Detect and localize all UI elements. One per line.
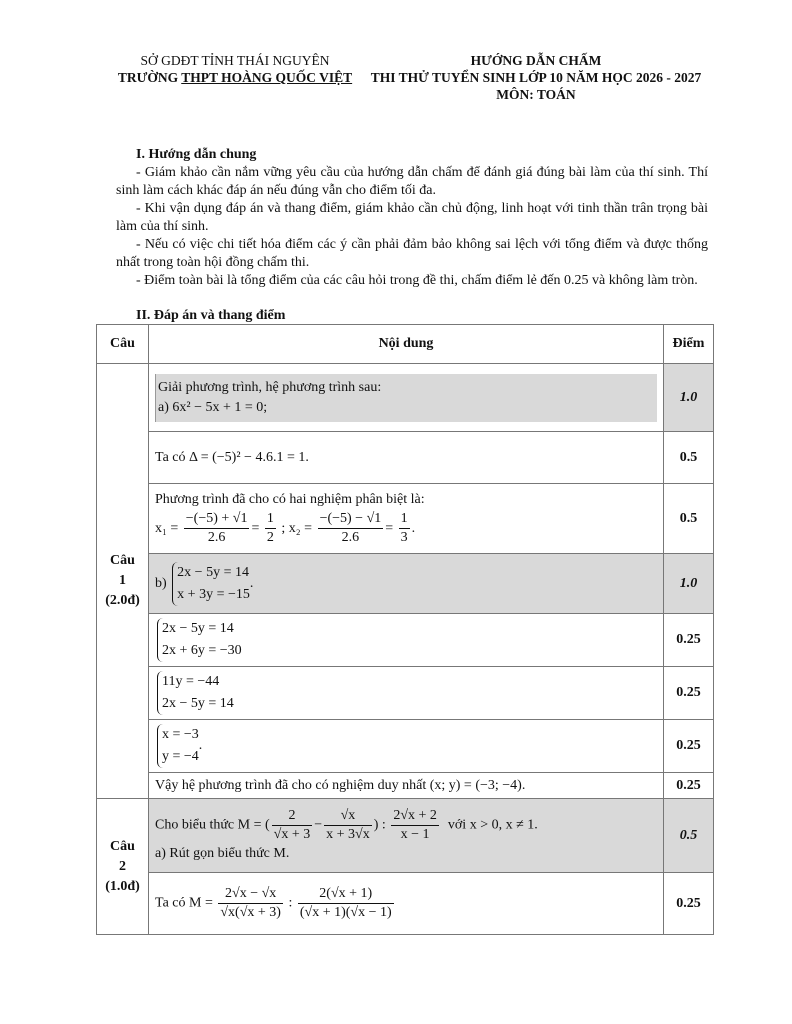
q1-score-a [664, 364, 714, 432]
q1-part-b: b) 2x − 5y = 14 x + 3y = −15 . [149, 554, 664, 614]
q2-step-f2 [298, 885, 394, 922]
q1-task-text: Giải phương trình, hệ phương trình sau: [158, 379, 382, 395]
school-prefix: TRƯỜNG [117, 70, 182, 85]
q2-given-prefix: Cho biểu thức M = [155, 817, 262, 833]
school-name-underlined: THPT HOÀNG QUỐC VIỆT [181, 70, 353, 85]
q2-step-f1-den: √x(√x + 3) [220, 905, 281, 920]
system-b [172, 562, 250, 606]
x1-den: 2.6 [207, 530, 226, 545]
instruction-item: - Giám khảo cần nắm vững yêu cầu của hướng dẫn chấm để đánh giá đúng bài làm của thí sinh. Thí sinh làm cách khác đáp án nếu đúng vẫn cho điểm tối đa. [116, 165, 708, 198]
col-content-header: Nội dung [149, 325, 664, 364]
q2-score-step: 0.25 [664, 873, 714, 935]
general-heading: I. Hướng dẫn chung [136, 147, 257, 162]
instruction-item: - Khi vận dụng đáp án và thang điểm, giám khảo cần chủ động, linh hoạt với tinh thần trân trọng bài làm của thí sinh. [116, 201, 708, 234]
q2-given: Cho biểu thức M = ( $\frac{2}{√x + 3}$ − $\frac{√x}{x + 3√x}$ ) : $\frac{2√x + 2}{x - 1}$ với x > 0, x ≠ 1. a) Rút gọn biểu thức M. [149, 799, 664, 873]
table-header-row [97, 325, 714, 364]
instruction-item: - Điểm toàn bài là tổng điểm của các câu hỏi trong đề thi, chấm điểm lẻ đến 0.25 và không làm tròn. [136, 273, 698, 288]
q2-score-a-value: 0.5 [679, 827, 698, 843]
q1-score-delta: 0.5 [664, 432, 714, 484]
q2-f3 [391, 807, 439, 844]
instruction-item: - Nếu có việc chi tiết hóa điểm các ý cần phải đảm bảo không sai lệch với tổng điểm và được thống nhất trong toàn hội đồng chấm thi. [116, 237, 708, 270]
q2-condition: với x > 0, x ≠ 1. [447, 817, 538, 833]
q1-label-2: 1 [119, 573, 126, 588]
q1-task-cell [149, 364, 664, 432]
q1-step1 [149, 614, 664, 667]
q1-step2 [149, 667, 664, 720]
col-question-header: Câu [97, 325, 149, 364]
q2-step-f1-num: 2√x − √x [218, 885, 283, 904]
step2-eq2: 2x − 5y = 14 [162, 696, 234, 711]
q1-conclusion: Vậy hệ phương trình đã cho có nghiệm duy nhất (x; y) = (−3; −4). [149, 773, 664, 799]
q2-step-f2-den: (√x + 1)(√x − 1) [299, 905, 392, 920]
q1-score-a-value: 1.0 [679, 389, 698, 405]
q1-label-3: (2.0đ) [105, 593, 140, 608]
q1-score-conclusion: 0.25 [664, 773, 714, 799]
x2-lhs: ; x₂ = [281, 520, 313, 536]
step3-eq2: y = −4 [162, 749, 199, 764]
q2-label-1: Câu [110, 838, 135, 854]
answer-table [96, 324, 714, 935]
step3-eq1: x = −3 [162, 727, 199, 742]
x1-val-den: 2 [266, 530, 274, 545]
x1-lhs: x₁ = [155, 520, 179, 536]
step1-eq2: 2x + 6y = −30 [162, 643, 242, 658]
q2-f3-den: x − 1 [400, 827, 430, 842]
x2-val-num: 1 [399, 510, 410, 529]
system-b-eq1: 2x − 5y = 14 [177, 564, 249, 580]
question-1-label [97, 364, 149, 799]
q1-roots-cell [149, 484, 664, 554]
q2-step-prefix: Ta có M = [155, 895, 213, 911]
header-right [350, 52, 722, 103]
q1-roots-formula: x₁ = $\frac{-(-5) + √1}{2.6}$ = $\frac{1}{2}$ ; x₂ = $\frac{-(-5) - √1}{2.6}$ = $\frac{1}{3}$ . [155, 511, 416, 545]
x1-value [265, 510, 276, 547]
table-row [97, 484, 714, 554]
table-row [97, 614, 714, 667]
subject: MÔN: TOÁN [496, 87, 576, 102]
q2-f3-num: 2√x + 2 [391, 807, 439, 826]
q1-part-b-label: b) [155, 575, 167, 591]
q1-score-step1: 0.25 [664, 614, 714, 667]
q1-step3: x = −3 y = −4 . [149, 720, 664, 773]
x2-den: 2.6 [341, 530, 360, 545]
x2-fraction [318, 510, 384, 547]
col-score-header: Điểm [664, 325, 714, 364]
q2-f1-num: 2 [272, 807, 313, 826]
table-row [97, 873, 714, 935]
q1-score-roots: 0.5 [664, 484, 714, 554]
doc-title: HƯỚNG DẪN CHẤM [470, 53, 602, 68]
q2-f2-den: x + 3√x [326, 827, 370, 842]
x2-num: −(−5) − √1 [318, 510, 384, 529]
q2-label-2: 2 [119, 858, 126, 874]
exam-name: THI THỬ TUYỂN SINH LỚP 10 NĂM HỌC 2026 - 2027 [370, 70, 702, 85]
q2-score-a [664, 799, 714, 873]
x1-val-num: 1 [265, 510, 276, 529]
q1-part-a: a) 6x² − 5x + 1 = 0; [158, 399, 268, 415]
q2-part-a: a) Rút gọn biểu thức M. [155, 846, 290, 861]
header-left [100, 52, 370, 86]
table-row [97, 799, 714, 873]
q1-delta: Ta có Δ = (−5)² − 4.6.1 = 1. [149, 432, 664, 484]
step2-eq1: 11y = −44 [162, 674, 220, 689]
table-row [97, 773, 714, 799]
q1-label-1: Câu [110, 553, 135, 568]
q2-f2 [324, 807, 372, 844]
x2-value [399, 510, 410, 547]
q2-f1 [272, 807, 313, 844]
q1-task-box [155, 374, 657, 422]
q2-f2-num: √x [324, 807, 372, 826]
q1-score-b [664, 554, 714, 614]
table-row [97, 720, 714, 773]
step1-eq1: 2x − 5y = 14 [162, 621, 234, 636]
table-row [97, 432, 714, 484]
system-b-eq2: x + 3y = −15 [177, 586, 250, 602]
general-instructions [116, 146, 708, 290]
q2-step-f1 [218, 885, 283, 922]
q2-step-f2-num: 2(√x + 1) [298, 885, 394, 904]
q1-roots-intro: Phương trình đã cho có hai nghiệm phân biệt là: [155, 492, 425, 507]
department-name: SỞ GDĐT TỈNH THÁI NGUYÊN [140, 53, 330, 68]
x1-num: −(−5) + √1 [184, 510, 250, 529]
q2-f1-den: √x + 3 [273, 827, 311, 842]
table-row [97, 364, 714, 432]
system-step3 [157, 724, 199, 768]
q2-step: Ta có M = $\frac{2√x - √x}{√x(√x + 3)}$ : $\frac{2(√x + 1)}{(√x + 1)(√x - 1)}$ [149, 873, 664, 935]
question-2-label [97, 799, 149, 935]
q1-score-step2: 0.25 [664, 667, 714, 720]
q1-score-b-value: 1.0 [679, 575, 698, 591]
system-step1 [157, 618, 242, 662]
table-row [97, 667, 714, 720]
q1-score-step3: 0.25 [664, 720, 714, 773]
system-step2 [157, 671, 234, 715]
x1-fraction [184, 510, 250, 547]
school-name [100, 69, 370, 86]
q2-label-3: (1.0đ) [105, 878, 140, 894]
answers-heading: II. Đáp án và thang điểm [136, 308, 286, 323]
x2-val-den: 3 [400, 530, 408, 545]
table-row [97, 554, 714, 614]
